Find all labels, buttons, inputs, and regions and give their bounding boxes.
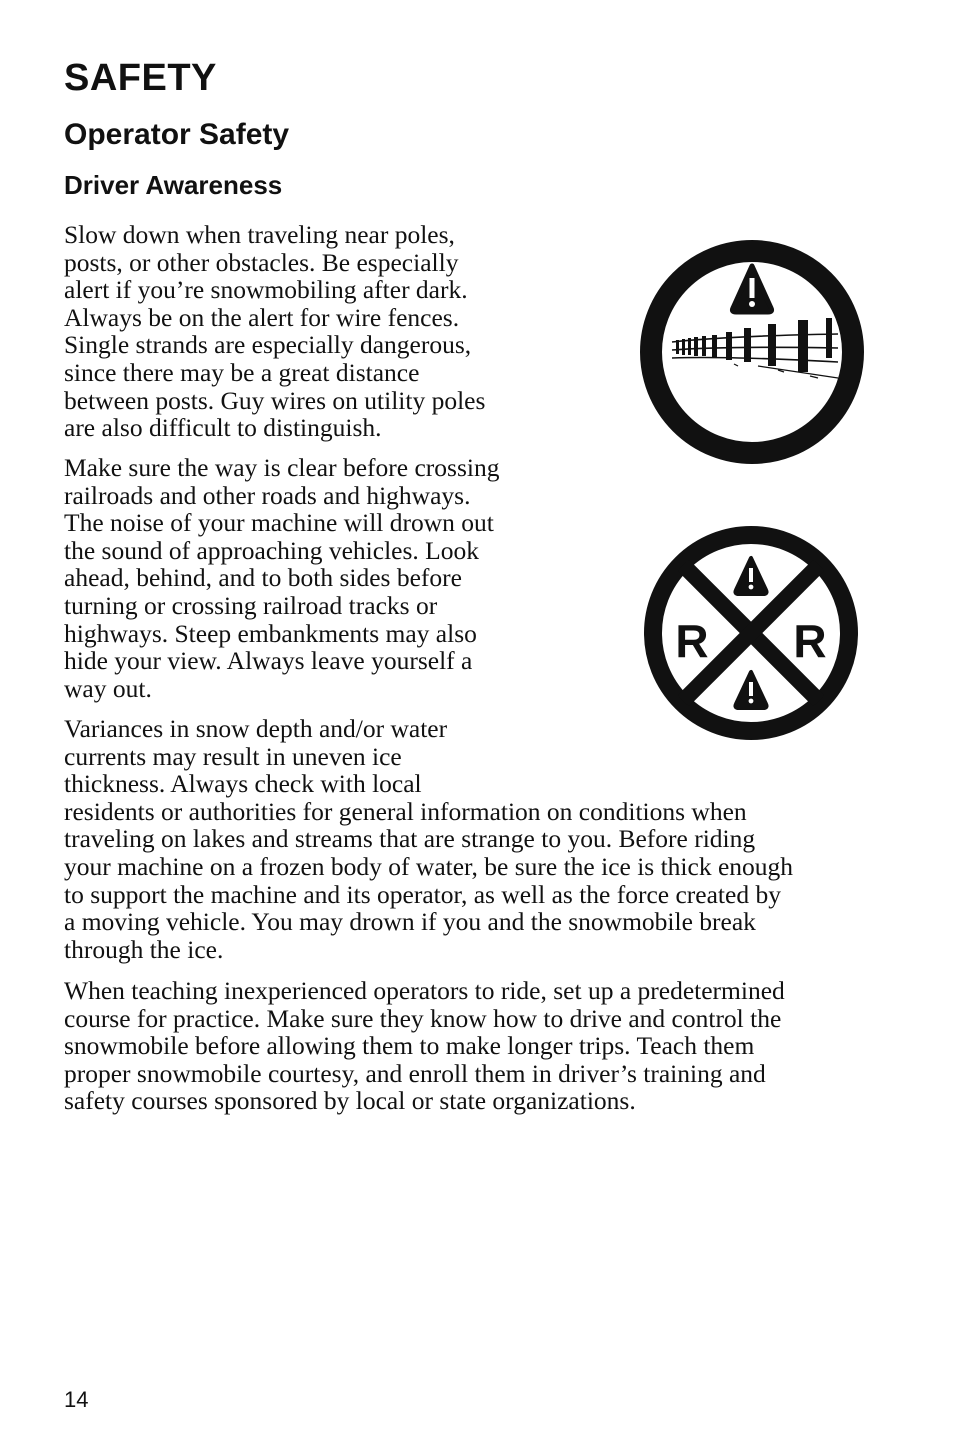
wire-fence-warning-icon <box>638 238 866 466</box>
paragraph-obstacles: Slow down when traveling near poles, posts, or other obstacles. Be especially alert if you’re snowmobiling after dark. Always be on the alert for wire fences. Single strands are especially dangerous, since there may be a great distance between posts. Guy wires on utility poles are also difficult to distinguish. <box>64 220 486 443</box>
paragraph-crossings: Make sure the way is clear before crossing railroads and other roads and highways. The noise of your machine will drown out the sound of approaching vehicles. Look ahead, behind, and to both sides before turning or crossing railroad tracks or highways. Steep embankments may also hide your view. Always leave yourself a way out. <box>64 453 500 703</box>
railroad-crossing-icon <box>642 524 860 742</box>
paragraph-teaching: When teaching inexperienced operators to ride, set up a predetermined course for practice. Make sure they know how to drive and control the snowmobile before allowing them to make longer trips. Teach them proper snowmobile courtesy, and enroll them in driver’s training and safety courses sponsored by local or state organizations. <box>64 976 785 1116</box>
topic-heading: Driver Awareness <box>64 170 283 200</box>
railroad-letter-left: R <box>675 615 709 667</box>
section-title: SAFETY <box>64 57 217 99</box>
page-number: 14 <box>64 1387 89 1412</box>
subsection-title: Operator Safety <box>64 118 290 151</box>
railroad-letter-right: R <box>793 615 827 667</box>
paragraph-ice: Variances in snow depth and/or water currents may result in uneven ice thickness. Always check with local residents or authorities for general information on conditions when traveling on lakes and streams that are strange to you. Before riding your machine on a frozen body of water, be sure the ice is thick enough to support the machine and its operator, as well as the force created by a moving vehicle. You may drown if you and the snowmobile break through the ice. <box>64 714 794 964</box>
